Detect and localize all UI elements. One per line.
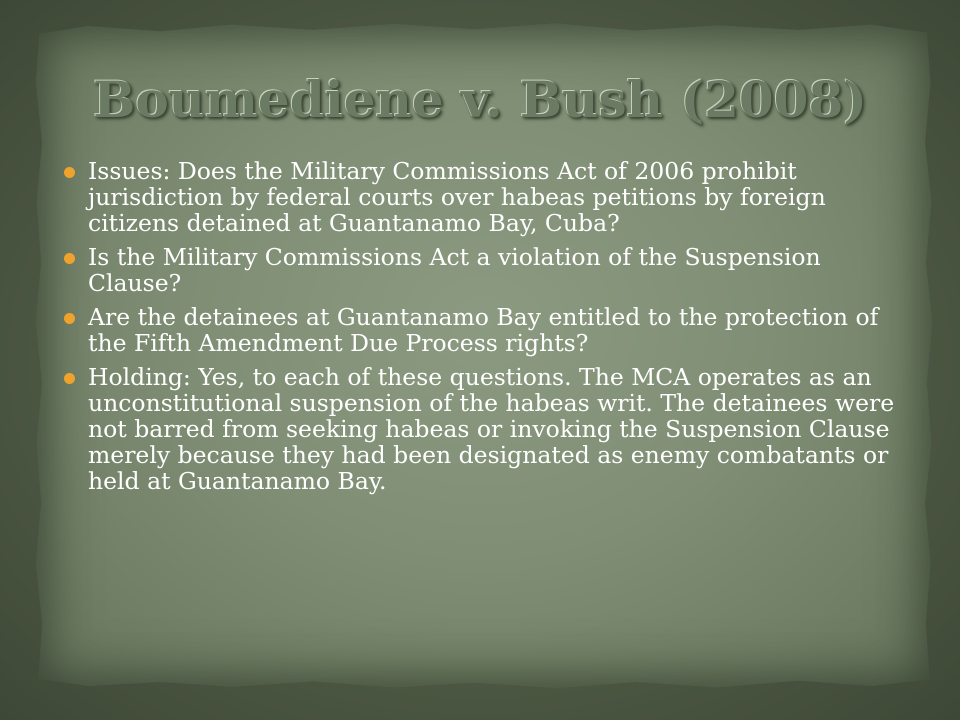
bullet-item-holding	[64, 364, 914, 494]
slide-title: Boumediene v. Bush (2008)	[93, 70, 867, 129]
bullet-list	[64, 158, 914, 502]
bullet-item-due-process	[64, 304, 914, 356]
bullet-dot-icon	[64, 167, 75, 178]
bullet-text: Is the Military Commissions Act a violation of the Suspension Clause?	[88, 243, 821, 297]
bullet-dot-icon	[64, 253, 75, 264]
bullet-dot-icon	[64, 313, 75, 324]
bullet-text: Are the detainees at Guantanamo Bay entitled to the protection of the Fifth Amendment Due Process rights?	[88, 303, 879, 357]
bullet-dot-icon	[64, 373, 75, 384]
bullet-text: Holding: Yes, to each of these questions. The MCA operates as an unconstitutional suspension of the habeas writ. The detainees were not barred from seeking habeas or invoking the Suspension Clause merely because they had been designated as enemy combatants or held at Guantanamo Bay.	[88, 363, 895, 495]
bullet-item-issues	[64, 158, 914, 236]
bullet-item-suspension-clause	[64, 244, 914, 296]
bullet-text: Issues: Does the Military Commissions Act of 2006 prohibit jurisdiction by federal courts over habeas petitions by foreign citizens detained at Guantanamo Bay, Cuba?	[88, 157, 826, 237]
